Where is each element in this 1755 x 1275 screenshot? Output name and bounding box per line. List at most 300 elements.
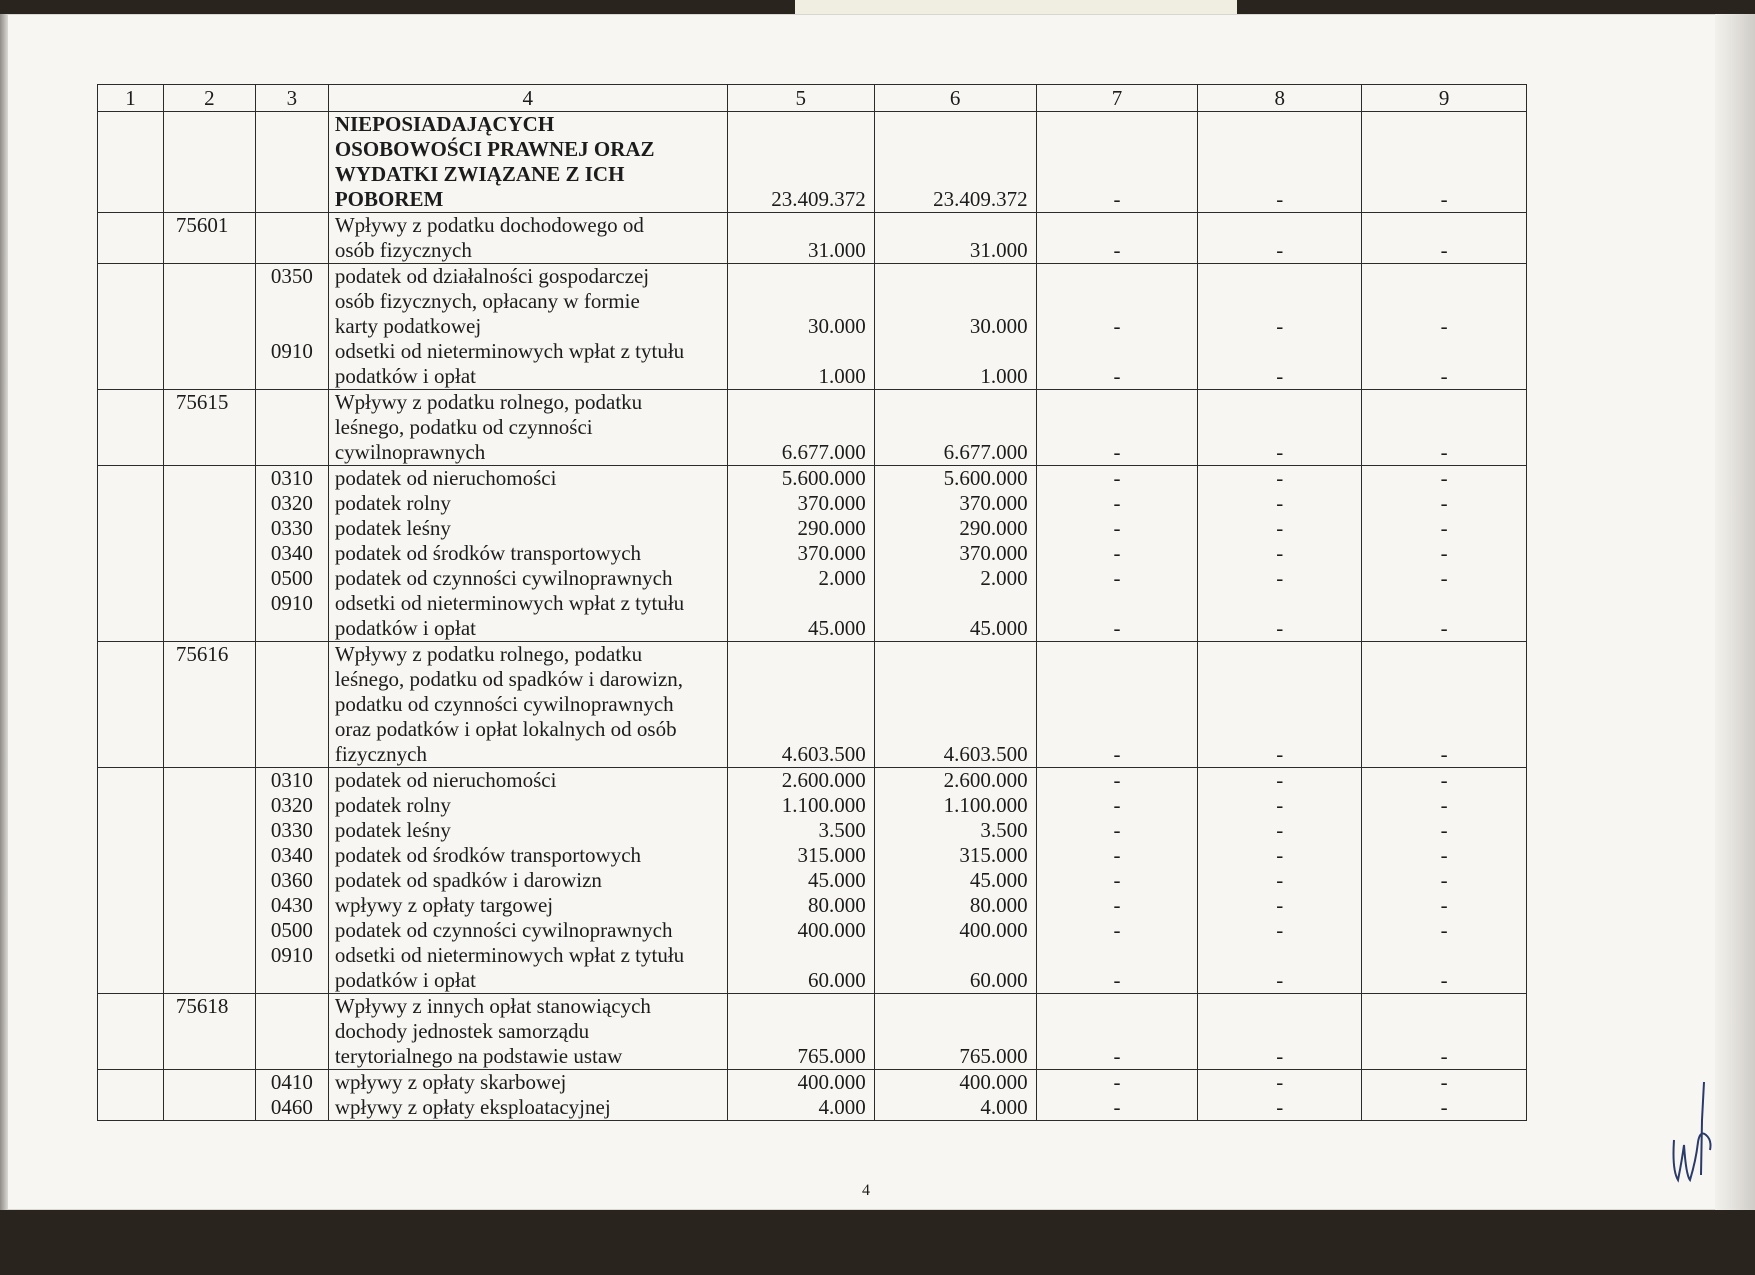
dash-value: -	[1113, 818, 1121, 842]
spacer-line	[1204, 1019, 1355, 1044]
table-row	[98, 264, 1527, 390]
page-left-edge	[0, 14, 8, 1210]
spacer-line	[1204, 137, 1355, 162]
value-cell-col9	[1362, 112, 1527, 213]
cell-col1	[98, 213, 164, 264]
dash-value: -	[1276, 187, 1284, 211]
spacer-line	[1204, 390, 1355, 415]
description-line: NIEPOSIADAJĄCYCH	[334, 112, 555, 136]
amount-value: 1.100.000	[781, 793, 866, 817]
value-cell-col5	[727, 466, 874, 642]
value-cell-col9	[1362, 264, 1527, 390]
value-cell-col8	[1198, 466, 1362, 642]
dash-value: -	[1440, 541, 1448, 565]
column-header-1: 1	[98, 85, 164, 112]
dash-value: -	[1440, 566, 1448, 590]
amount-value: 5.600.000	[781, 466, 866, 490]
amount-value	[734, 591, 866, 616]
value-cell-col9	[1362, 390, 1527, 466]
dash-value: -	[1276, 516, 1284, 540]
description-line: podatków i opłat	[334, 968, 476, 992]
value-cell-col9	[1362, 213, 1527, 264]
chapter-cell	[163, 642, 255, 768]
spacer-line	[1043, 213, 1192, 238]
description-line: dochody jednostek samorządu	[334, 1019, 590, 1043]
value-cell-col7	[1036, 768, 1198, 994]
amount-value: 765.000	[959, 1044, 1028, 1068]
value-cell-col9	[1362, 768, 1527, 994]
dash-value: -	[1440, 1070, 1448, 1094]
value-cell-col7	[1036, 642, 1198, 768]
amount-value	[881, 591, 1028, 616]
amount-value: 31.000	[807, 238, 866, 262]
dash-value: -	[1440, 616, 1448, 640]
dash-value: -	[1440, 440, 1448, 464]
paragraph-code: 0340	[270, 843, 313, 867]
dash-value	[1043, 591, 1192, 616]
dash-value	[1368, 591, 1520, 616]
paragraph-cell	[255, 112, 328, 213]
chapter-cell	[163, 112, 255, 213]
cell-col1	[98, 768, 164, 994]
spacer-line	[1368, 390, 1520, 415]
table-row	[98, 390, 1527, 466]
amount-value: 6.677.000	[943, 440, 1028, 464]
dash-value: -	[1113, 364, 1121, 388]
paragraph-code: 0500	[270, 566, 313, 590]
spacer-line	[1043, 692, 1192, 717]
spacer-line	[1204, 162, 1355, 187]
dash-value	[1204, 289, 1355, 314]
description-line: odsetki od nieterminowych wpłat z tytułu	[334, 943, 685, 967]
spacer-line	[1368, 162, 1520, 187]
amount-value: 30.000	[807, 314, 866, 338]
spacer-line	[1368, 137, 1520, 162]
dash-value: -	[1113, 793, 1121, 817]
paragraph-code	[256, 968, 328, 993]
column-header-7: 7	[1036, 85, 1198, 112]
value-cell-col9	[1362, 994, 1527, 1070]
dash-value: -	[1113, 768, 1121, 792]
spacer-line	[1368, 642, 1520, 667]
description-line: osób fizycznych	[334, 238, 472, 262]
amount-value	[734, 943, 866, 968]
spacer-line	[1204, 692, 1355, 717]
amount-value	[881, 264, 1028, 289]
value-cell-col6	[874, 994, 1036, 1070]
table-row	[98, 994, 1527, 1070]
dash-value: -	[1440, 491, 1448, 515]
value-cell-col8	[1198, 112, 1362, 213]
dash-value: -	[1113, 1044, 1121, 1068]
page-stack-edge	[1715, 14, 1755, 1210]
description-line: wpływy z opłaty skarbowej	[334, 1070, 567, 1094]
value-cell-col8	[1198, 1070, 1362, 1121]
spacer-line	[881, 1019, 1028, 1044]
paragraph-cell	[255, 466, 328, 642]
spacer-line	[881, 642, 1028, 667]
amount-value: 370.000	[959, 491, 1028, 515]
amount-value: 45.000	[807, 868, 866, 892]
dash-value: -	[1113, 466, 1121, 490]
dash-value: -	[1440, 466, 1448, 490]
handwritten-initials-signature	[1668, 1080, 1718, 1190]
spacer-line	[1204, 667, 1355, 692]
paragraph-cell	[255, 642, 328, 768]
paragraph-code: 0460	[270, 1095, 313, 1119]
description-line: Wpływy z innych opłat stanowiących	[334, 994, 651, 1018]
spacer-line	[1043, 162, 1192, 187]
dash-value: -	[1440, 793, 1448, 817]
dash-value: -	[1113, 440, 1121, 464]
description-cell	[328, 1070, 727, 1121]
description-line: odsetki od nieterminowych wpłat z tytułu	[334, 339, 685, 363]
description-line: leśnego, podatku od czynności	[334, 415, 593, 439]
spacer-line	[1043, 994, 1192, 1019]
value-cell-col5	[727, 112, 874, 213]
amount-value: 2.600.000	[781, 768, 866, 792]
amount-value: 60.000	[969, 968, 1028, 992]
description-cell	[328, 213, 727, 264]
chapter-cell	[163, 466, 255, 642]
description-line: podatek rolny	[334, 793, 451, 817]
spacer-line	[734, 994, 866, 1019]
amount-value: 30.000	[969, 314, 1028, 338]
description-line: podatków i opłat	[334, 616, 476, 640]
amount-value: 6.677.000	[781, 440, 866, 464]
dash-value: -	[1113, 491, 1121, 515]
description-line: podatek leśny	[334, 516, 451, 540]
spacer-line	[881, 213, 1028, 238]
description-line: Wpływy z podatku dochodowego od	[334, 213, 644, 237]
paragraph-code	[256, 616, 328, 641]
value-cell-col8	[1198, 642, 1362, 768]
value-cell-col7	[1036, 466, 1198, 642]
value-cell-col6	[874, 466, 1036, 642]
amount-value: 765.000	[797, 1044, 866, 1068]
dash-value: -	[1440, 843, 1448, 867]
spacer-line	[1368, 717, 1520, 742]
amount-value: 45.000	[807, 616, 866, 640]
amount-value: 1.100.000	[943, 793, 1028, 817]
amount-value: 4.000	[980, 1095, 1028, 1119]
description-line: podatek od środków transportowych	[334, 541, 642, 565]
amount-value: 80.000	[969, 893, 1028, 917]
amount-value: 2.000	[980, 566, 1028, 590]
spacer-line	[1368, 415, 1520, 440]
chapter-code: 75615	[175, 390, 229, 414]
amount-value: 370.000	[797, 491, 866, 515]
amount-value: 1.000	[980, 364, 1028, 388]
dash-value: -	[1440, 1044, 1448, 1068]
dash-value	[1043, 289, 1192, 314]
dash-value: -	[1276, 314, 1284, 338]
paragraph-code	[256, 314, 328, 339]
amount-value	[734, 289, 866, 314]
paragraph-code: 0500	[270, 918, 313, 942]
dash-value: -	[1276, 616, 1284, 640]
dash-value	[1204, 339, 1355, 364]
amount-value	[881, 289, 1028, 314]
paragraph-code: 0350	[270, 264, 313, 288]
paragraph-code: 0340	[270, 541, 313, 565]
amount-value: 45.000	[969, 868, 1028, 892]
amount-value	[881, 339, 1028, 364]
value-cell-col7	[1036, 264, 1198, 390]
dash-value: -	[1113, 843, 1121, 867]
spacer-line	[734, 162, 866, 187]
amount-value: 290.000	[959, 516, 1028, 540]
value-cell-col5	[727, 213, 874, 264]
description-line: WYDATKI ZWIĄZANE Z ICH	[334, 162, 625, 186]
description-cell	[328, 642, 727, 768]
dash-value: -	[1440, 868, 1448, 892]
spacer-line	[881, 994, 1028, 1019]
spacer-line	[1368, 994, 1520, 1019]
chapter-cell	[163, 1070, 255, 1121]
dash-value: -	[1276, 491, 1284, 515]
spacer-line	[1204, 642, 1355, 667]
value-cell-col6	[874, 1070, 1036, 1121]
description-line: karty podatkowej	[334, 314, 482, 338]
dash-value	[1204, 943, 1355, 968]
amount-value: 370.000	[959, 541, 1028, 565]
amount-value: 4.603.500	[943, 742, 1028, 766]
dash-value: -	[1113, 1070, 1121, 1094]
description-line: podatek od nieruchomości	[334, 466, 557, 490]
amount-value: 1.000	[818, 364, 866, 388]
spacer-line	[1368, 213, 1520, 238]
paragraph-code: 0910	[270, 591, 313, 615]
dash-value: -	[1276, 1095, 1284, 1119]
dash-value: -	[1113, 314, 1121, 338]
paragraph-code: 0320	[270, 793, 313, 817]
value-cell-col5	[727, 264, 874, 390]
description-line: leśnego, podatku od spadków i darowizn,	[334, 667, 684, 691]
dash-value: -	[1440, 918, 1448, 942]
dash-value	[1204, 591, 1355, 616]
dash-value: -	[1276, 893, 1284, 917]
amount-value: 290.000	[797, 516, 866, 540]
spacer-line	[1204, 717, 1355, 742]
dash-value: -	[1113, 238, 1121, 262]
dash-value: -	[1113, 566, 1121, 590]
dash-value: -	[1276, 566, 1284, 590]
table-row	[98, 112, 1527, 213]
dash-value	[1043, 339, 1192, 364]
description-line: wpływy z opłaty eksploatacyjnej	[334, 1095, 611, 1119]
value-cell-col6	[874, 213, 1036, 264]
value-cell-col6	[874, 768, 1036, 994]
amount-value: 400.000	[797, 918, 866, 942]
description-line: podatek od środków transportowych	[334, 843, 642, 867]
value-cell-col5	[727, 768, 874, 994]
paragraph-cell	[255, 768, 328, 994]
spacer-line	[1204, 994, 1355, 1019]
spacer-line	[1043, 642, 1192, 667]
paragraph-code: 0330	[270, 516, 313, 540]
description-line: podatek od spadków i darowizn	[334, 868, 602, 892]
column-header-3: 3	[255, 85, 328, 112]
paragraph-code: 0360	[270, 868, 313, 892]
value-cell-col7	[1036, 112, 1198, 213]
cell-col1	[98, 994, 164, 1070]
dash-value	[1368, 943, 1520, 968]
spacer-line	[1043, 717, 1192, 742]
dash-value: -	[1276, 868, 1284, 892]
value-cell-col8	[1198, 768, 1362, 994]
description-line: podatek leśny	[334, 818, 451, 842]
description-line: podatek od czynności cywilnoprawnych	[334, 918, 673, 942]
description-cell	[328, 264, 727, 390]
paragraph-code: 0310	[270, 466, 313, 490]
dash-value	[1043, 264, 1192, 289]
amount-value	[734, 264, 866, 289]
description-line: podatek rolny	[334, 491, 451, 515]
dash-value: -	[1276, 1044, 1284, 1068]
description-line: oraz podatków i opłat lokalnych od osób	[334, 717, 677, 741]
spacer-line	[1043, 137, 1192, 162]
dash-value: -	[1276, 818, 1284, 842]
chapter-cell	[163, 213, 255, 264]
dash-value: -	[1113, 742, 1121, 766]
spacer-line	[881, 137, 1028, 162]
spacer-line	[734, 390, 866, 415]
value-cell-col7	[1036, 1070, 1198, 1121]
value-cell-col8	[1198, 994, 1362, 1070]
dash-value: -	[1113, 541, 1121, 565]
dash-value: -	[1440, 893, 1448, 917]
budget-revenue-table	[97, 84, 1527, 1121]
spacer-line	[881, 415, 1028, 440]
dash-value: -	[1276, 541, 1284, 565]
value-cell-col8	[1198, 213, 1362, 264]
dash-value: -	[1440, 1095, 1448, 1119]
spacer-line	[734, 692, 866, 717]
paragraph-cell	[255, 264, 328, 390]
chapter-code: 75618	[175, 994, 229, 1018]
dash-value: -	[1440, 818, 1448, 842]
dash-value: -	[1276, 918, 1284, 942]
paragraph-code: 0320	[270, 491, 313, 515]
spacer-line	[1204, 213, 1355, 238]
spacer-line	[734, 667, 866, 692]
cell-col1	[98, 112, 164, 213]
cell-col1	[98, 466, 164, 642]
spacer-line	[734, 717, 866, 742]
amount-value: 3.500	[818, 818, 866, 842]
description-cell	[328, 466, 727, 642]
dash-value: -	[1440, 968, 1448, 992]
chapter-cell	[163, 994, 255, 1070]
dash-value: -	[1440, 238, 1448, 262]
description-line: Wpływy z podatku rolnego, podatku	[334, 642, 643, 666]
dash-value	[1204, 264, 1355, 289]
description-line: podatek od nieruchomości	[334, 768, 557, 792]
dash-value: -	[1440, 187, 1448, 211]
spacer-line	[1368, 667, 1520, 692]
spacer-line	[1204, 415, 1355, 440]
spacer-line	[734, 642, 866, 667]
spacer-line	[1043, 112, 1192, 137]
description-line: POBOREM	[334, 187, 444, 211]
dash-value	[1368, 339, 1520, 364]
dash-value: -	[1276, 1070, 1284, 1094]
amount-value: 400.000	[959, 918, 1028, 942]
paragraph-code	[256, 364, 328, 389]
dash-value: -	[1113, 893, 1121, 917]
value-cell-col6	[874, 642, 1036, 768]
amount-value: 400.000	[959, 1070, 1028, 1094]
dash-value: -	[1440, 768, 1448, 792]
value-cell-col7	[1036, 994, 1198, 1070]
dash-value: -	[1276, 793, 1284, 817]
value-cell-col7	[1036, 390, 1198, 466]
value-cell-col8	[1198, 390, 1362, 466]
paragraph-code: 0430	[270, 893, 313, 917]
amount-value	[734, 339, 866, 364]
description-cell	[328, 768, 727, 994]
dash-value: -	[1113, 868, 1121, 892]
spacer-line	[881, 162, 1028, 187]
dash-value: -	[1276, 768, 1284, 792]
paragraph-code: 0310	[270, 768, 313, 792]
description-line: podatku od czynności cywilnoprawnych	[334, 692, 674, 716]
column-header-2: 2	[163, 85, 255, 112]
value-cell-col9	[1362, 642, 1527, 768]
table-row	[98, 768, 1527, 994]
chapter-code: 75616	[175, 642, 229, 666]
spacer-line	[734, 137, 866, 162]
description-line: fizycznych	[334, 742, 427, 766]
spacer-line	[1204, 112, 1355, 137]
dash-value	[1043, 943, 1192, 968]
description-line: cywilnoprawnych	[334, 440, 486, 464]
cell-col1	[98, 264, 164, 390]
dash-value: -	[1276, 843, 1284, 867]
amount-value: 80.000	[807, 893, 866, 917]
dash-value: -	[1113, 616, 1121, 640]
cell-col1	[98, 1070, 164, 1121]
dash-value: -	[1113, 516, 1121, 540]
column-header-5: 5	[727, 85, 874, 112]
value-cell-col6	[874, 112, 1036, 213]
value-cell-col6	[874, 264, 1036, 390]
description-line: podatek od czynności cywilnoprawnych	[334, 566, 673, 590]
value-cell-col7	[1036, 213, 1198, 264]
spacer-line	[734, 112, 866, 137]
dash-value: -	[1276, 466, 1284, 490]
value-cell-col5	[727, 994, 874, 1070]
table-row	[98, 642, 1527, 768]
spacer-line	[1043, 1019, 1192, 1044]
amount-value: 4.000	[818, 1095, 866, 1119]
paragraph-code: 0410	[270, 1070, 313, 1094]
description-line: odsetki od nieterminowych wpłat z tytułu	[334, 591, 685, 615]
description-cell	[328, 390, 727, 466]
paragraph-cell	[255, 1070, 328, 1121]
spacer-line	[1368, 692, 1520, 717]
column-number-header-row	[98, 85, 1527, 112]
amount-value: 4.603.500	[781, 742, 866, 766]
dash-value: -	[1113, 187, 1121, 211]
dash-value: -	[1276, 238, 1284, 262]
description-cell	[328, 112, 727, 213]
value-cell-col9	[1362, 466, 1527, 642]
amount-value: 400.000	[797, 1070, 866, 1094]
spacer-line	[734, 415, 866, 440]
dash-value: -	[1113, 1095, 1121, 1119]
